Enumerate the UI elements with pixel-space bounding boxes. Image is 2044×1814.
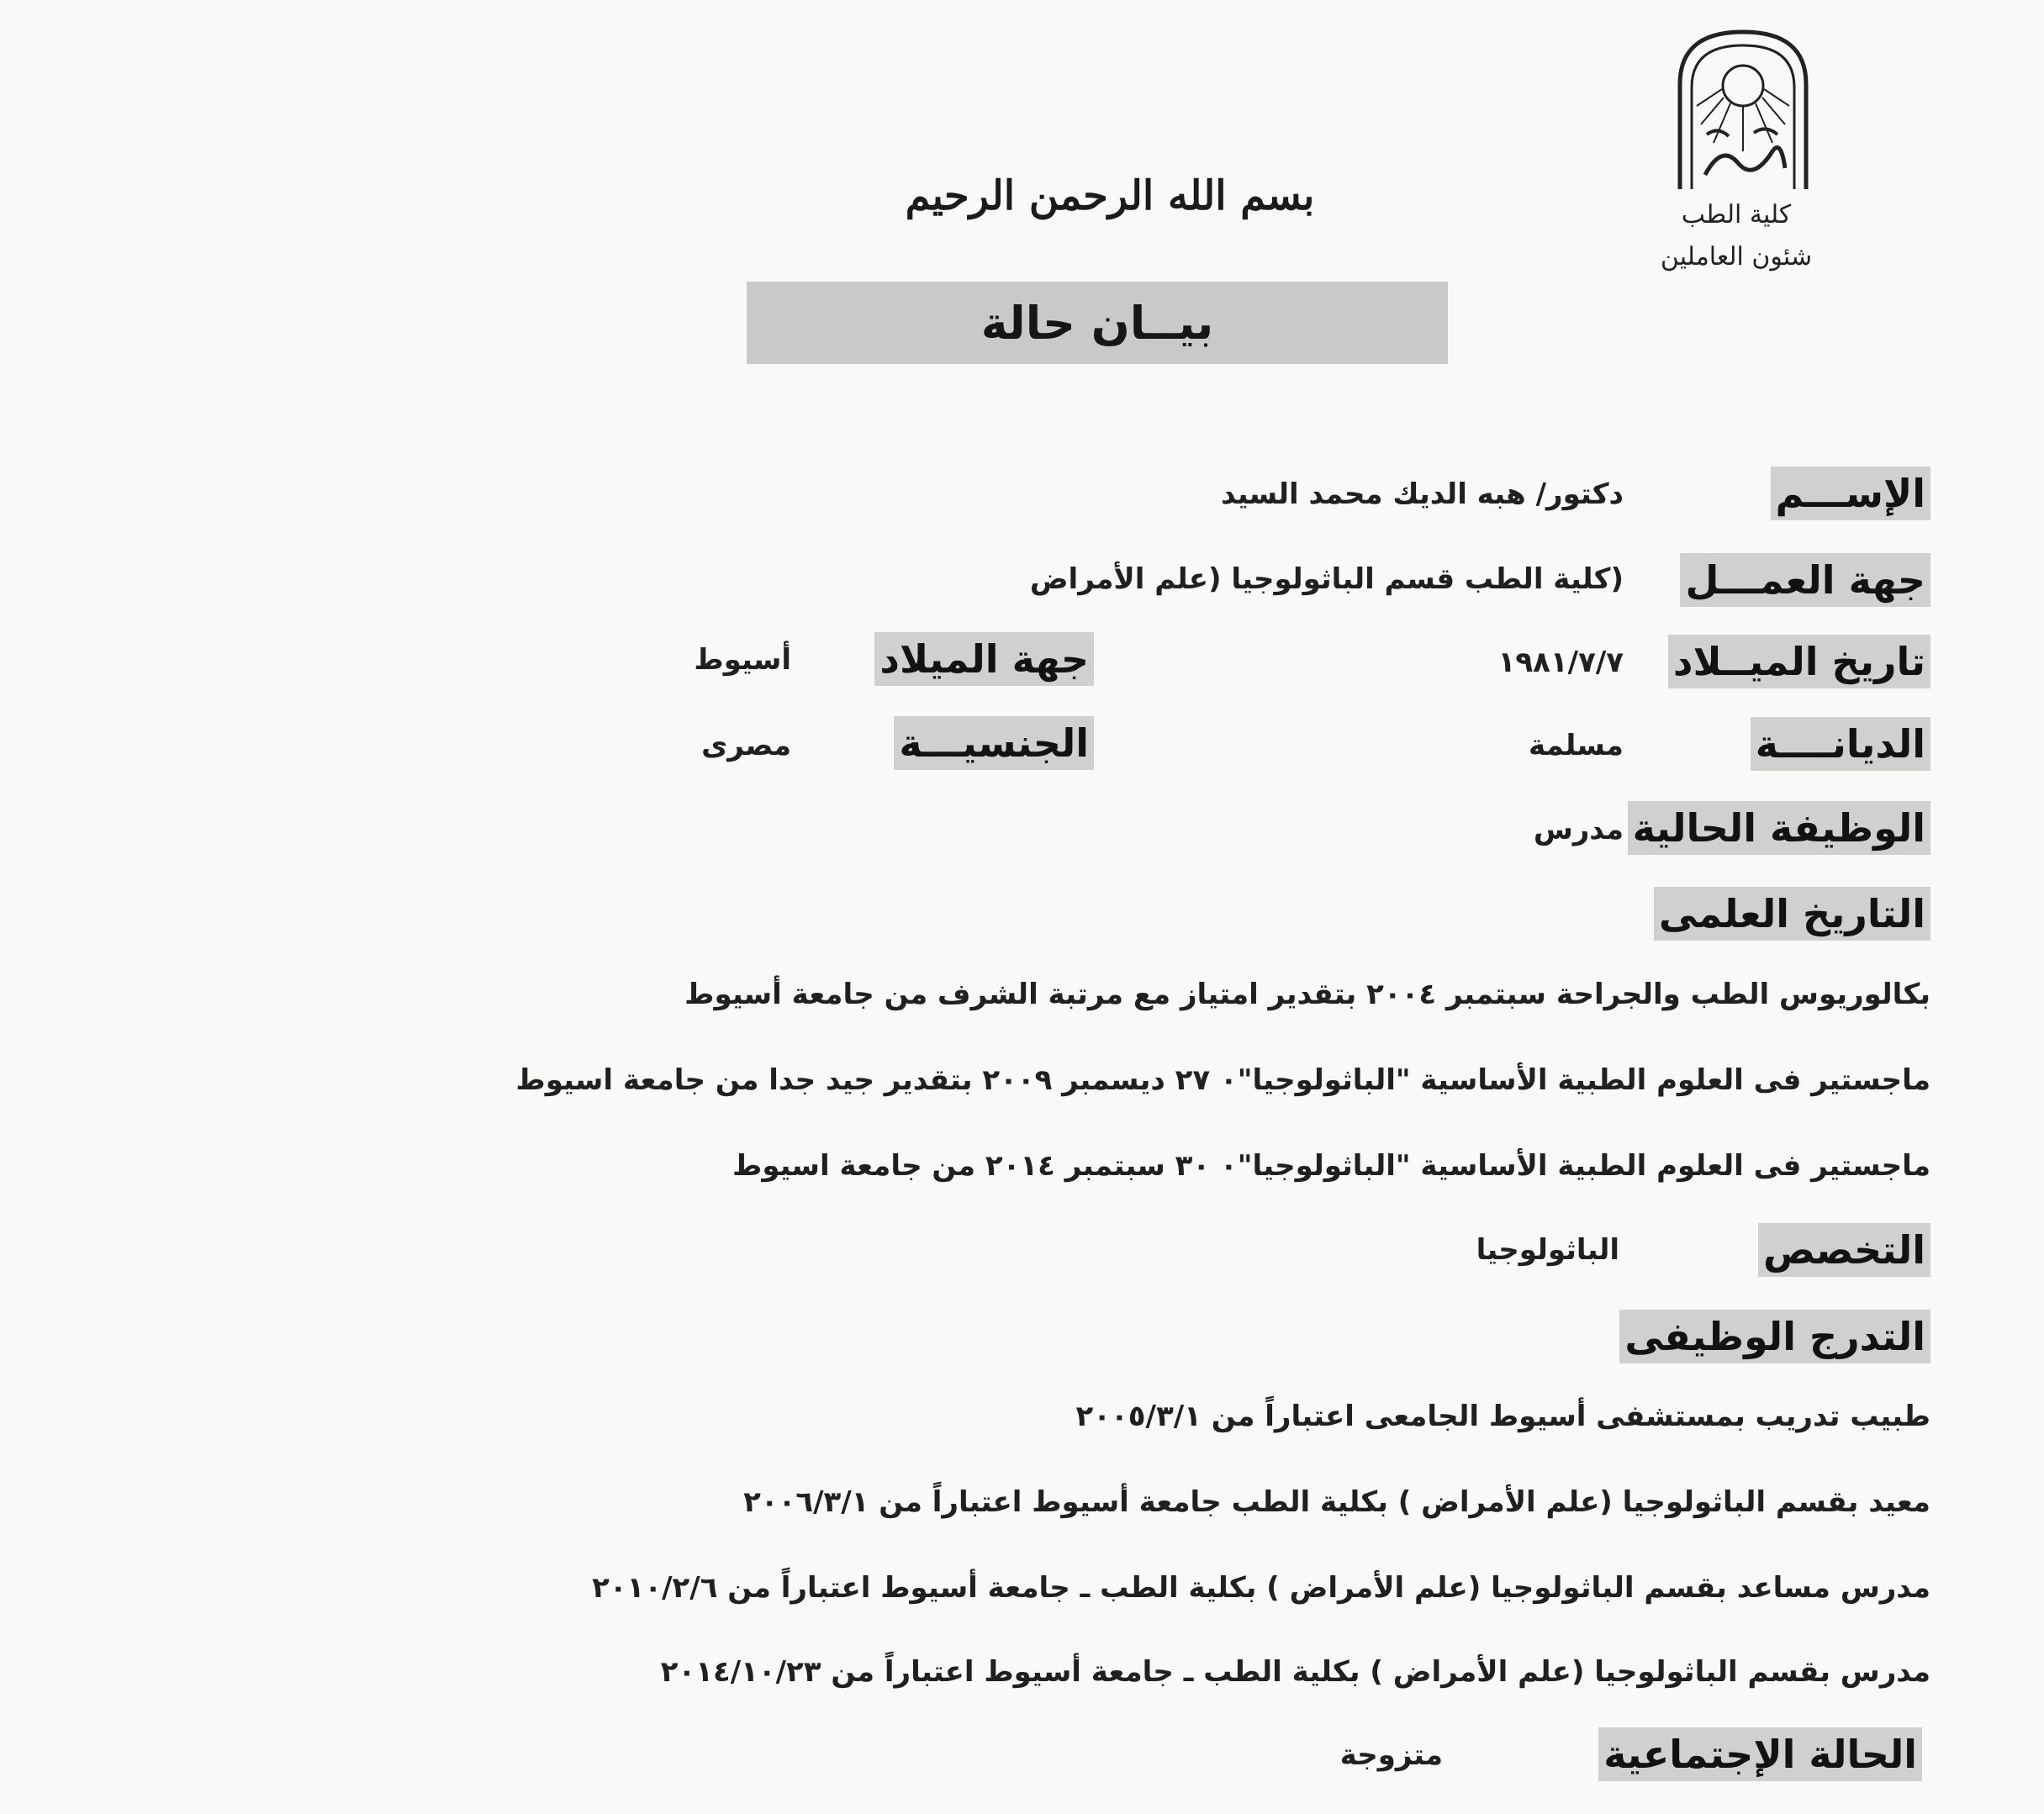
workplace-value: (كلية الطب قسم الباثولوجيا (علم الأمراض — [1029, 562, 1624, 596]
faculty-caption: كلية الطب — [1681, 200, 1792, 229]
basmala: بسم الله الرحمن الرحيم — [905, 172, 1315, 219]
religion-label: الديانــــة — [1751, 717, 1930, 771]
nationality-value: مصرى — [701, 729, 791, 762]
name-label: الإســـم — [1771, 467, 1931, 520]
current-job-value: مدرس — [1533, 813, 1624, 846]
career-item: مدرس مساعد بقسم الباثولوجيا (علم الأمراض ) بكلية الطب ـ جامعة أسيوط اعتباراً من ٢٠١٠/٢/٦ — [592, 1571, 1930, 1605]
marital-status-label: الحالة الإجتماعية — [1598, 1727, 1922, 1781]
scientific-history-item: بكالوريوس الطب والجراحة سبتمبر ٢٠٠٤ بتقدير امتياز مع مرتبة الشرف من جامعة أسيوط — [684, 978, 1930, 1011]
department-caption: شئون العاملين — [1660, 242, 1813, 272]
birth-date-label: تاريخ الميــلاد — [1668, 635, 1930, 688]
career-item: مدرس بقسم الباثولوجيا (علم الأمراض ) بكلية الطب ـ جامعة أسيوط اعتباراً من ٢٠١٤/١٠/٢٣ — [660, 1655, 1930, 1689]
religion-value: مسلمة — [1529, 729, 1624, 762]
nationality-label: الجنسيـــة — [894, 716, 1094, 770]
career-item: طبيب تدريب بمستشفى أسيوط الجامعى اعتباراً من ٢٠٠٥/٣/١ — [1075, 1400, 1930, 1433]
marital-status-value: متزوجة — [1339, 1738, 1443, 1772]
scientific-history-label: التاريخ العلمى — [1654, 887, 1930, 941]
career-item: معيد بقسم الباثولوجيا (علم الأمراض ) بكلية الطب جامعة أسيوط اعتباراً من ٢٠٠٦/٣/١ — [743, 1485, 1930, 1519]
specialty-value: الباثولوجيا — [1476, 1233, 1619, 1267]
specialty-label: التخصص — [1758, 1223, 1930, 1277]
scientific-history-item: ماجستير فى العلوم الطبية الأساسية "الباثولوجيا"٠ ٢٧ ديسمبر ٢٠٠٩ بتقدير جيد جدا من جامعة اسيوط — [515, 1063, 1930, 1097]
birth-place-value: أسيوط — [694, 643, 791, 677]
sun-arch-emblem-icon — [1655, 25, 1831, 193]
name-value: دكتور/ هبه الديك محمد السيد — [1221, 477, 1624, 511]
workplace-label: جهة العمـــل — [1680, 553, 1930, 607]
university-logo — [1655, 25, 1831, 193]
scientific-history-item: ماجستير فى العلوم الطبية الأساسية "الباثولوجيا"٠ ٣٠ سبتمبر ٢٠١٤ من جامعة اسيوط — [732, 1149, 1930, 1183]
birth-date-value: ١٩٨١/٧/٧ — [1497, 646, 1624, 679]
current-job-label: الوظيفة الحالية — [1628, 801, 1930, 855]
career-progression-label: التدرج الوظيفى — [1619, 1310, 1930, 1363]
page-title: بيــان حالة — [747, 282, 1448, 364]
birth-place-label: جهة الميلاد — [874, 632, 1094, 686]
